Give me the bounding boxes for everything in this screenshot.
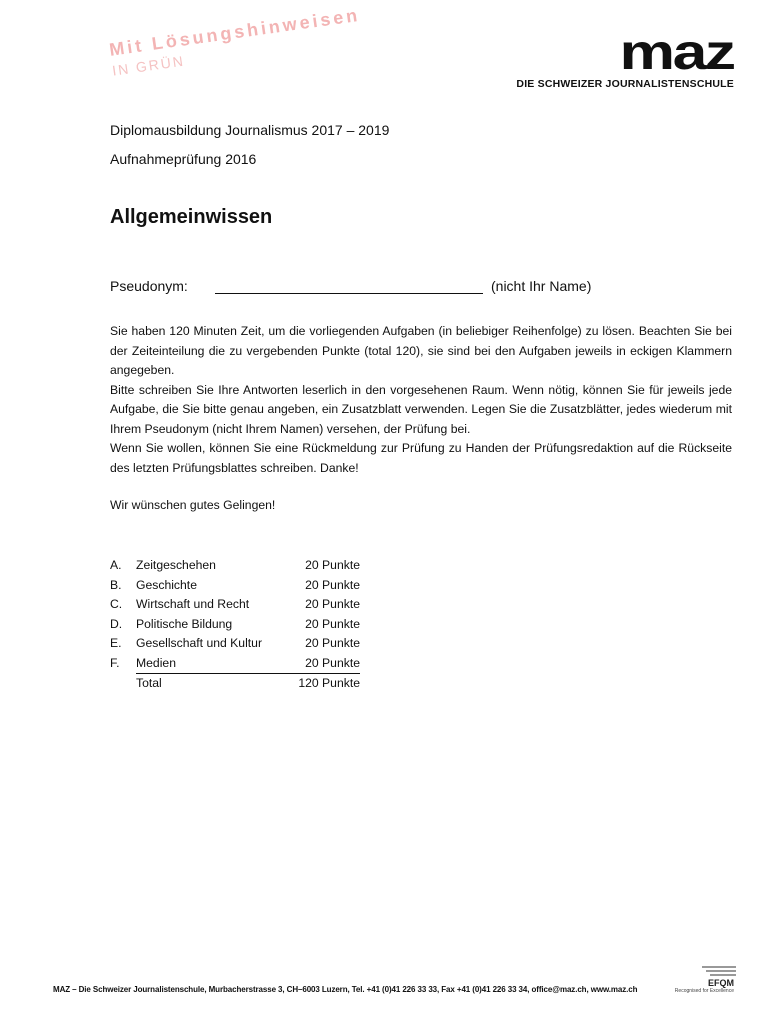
efqm-name: EFQM [708, 978, 734, 988]
instructions-paragraph: Wenn Sie wollen, können Sie eine Rückmeldung zur Prüfung zu Handen der Prüfungsredaktion auf die Rückseite des letzten Prüfungsblattes schreiben. Danke! [110, 441, 732, 475]
task-row [110, 634, 360, 654]
good-luck-text: Wir wünschen gutes Gelingen! [110, 498, 276, 512]
task-row [110, 576, 360, 596]
task-name: Zeitgeschehen [136, 558, 216, 572]
stamp-line-1: Mit Lösungshinweisen [108, 4, 362, 60]
task-points: 20 Punkte [305, 636, 360, 650]
logo-wordmark: maz [619, 24, 734, 80]
task-row [110, 595, 360, 615]
footer-address: MAZ – Die Schweizer Journalistenschule, Murbacherstrasse 3, CH–6003 Luzern, Tel. +41 (0)41 226 33 33, Fax +41 (0)41 226 33 34, office@maz.ch, www.maz.ch [53, 985, 638, 994]
instructions-paragraph: Sie haben 120 Minuten Zeit, um die vorliegenden Aufgaben (in beliebiger Reihenfolge) zu lösen. Beachten Sie bei der Zeiteinteilung die zu vergebenden Punkte (total 120), sie sind bei den Aufgaben jeweils in eckigen Klammern angegeben. [110, 324, 732, 377]
task-name: Medien [136, 655, 176, 670]
program-heading: Diplomausbildung Journalismus 2017 – 2019 [110, 122, 390, 138]
task-name: Geschichte [136, 577, 197, 592]
solution-stamp [108, 5, 364, 79]
task-name: Wirtschaft und Recht [136, 597, 250, 611]
pseudonym-label: Pseudonym: [110, 278, 188, 294]
logo-subtitle: DIE SCHWEIZER JOURNALISTENSCHULE [516, 78, 734, 90]
task-letter: D. [110, 616, 123, 631]
task-letter: B. [110, 577, 122, 592]
exam-heading: Aufnahmeprüfung 2016 [110, 151, 257, 167]
task-points: 20 Punkte [305, 558, 360, 572]
task-points: 20 Punkte [305, 616, 360, 631]
task-list [110, 556, 360, 694]
task-points: 20 Punkte [305, 655, 360, 670]
instructions [110, 322, 732, 478]
page-title: Allgemeinwissen [110, 206, 273, 228]
task-letter: C. [110, 597, 123, 611]
total-row [110, 674, 360, 694]
task-row [110, 615, 360, 635]
task-letter: A. [110, 558, 122, 572]
instructions-paragraph: Bitte schreiben Sie Ihre Antworten leserlich in den vorgesehenen Raum. Wenn nötig, können Sie für jeweils jede Aufgabe, die Sie bitte genau angeben, ein Zusatzblatt verwenden. Legen Sie die Zusatzblätter, jedes wiederum mit Ihrem Pseudonym (nicht Ihrem Namen) versehen, der Prüfung bei. [110, 382, 732, 436]
task-row [110, 654, 360, 675]
task-points: 20 Punkte [305, 577, 360, 592]
maz-logo [516, 24, 734, 90]
total-points: 120 Punkte [298, 676, 360, 690]
efqm-logo [672, 966, 736, 996]
task-name: Politische Bildung [136, 616, 233, 631]
task-points: 20 Punkte [305, 597, 360, 611]
efqm-caption: Recognised for Excellence [674, 988, 734, 994]
task-letter: F. [110, 655, 120, 670]
pseudonym-row [110, 278, 730, 298]
pseudonym-note: (nicht Ihr Name) [491, 278, 592, 294]
task-letter: E. [110, 636, 122, 650]
efqm-bars [672, 966, 736, 976]
task-name: Gesellschaft und Kultur [136, 636, 263, 650]
pseudonym-blank-line [215, 293, 483, 294]
stamp-line-2: IN GRÜN [111, 52, 186, 79]
total-label: Total [136, 676, 162, 690]
task-row [110, 556, 360, 576]
